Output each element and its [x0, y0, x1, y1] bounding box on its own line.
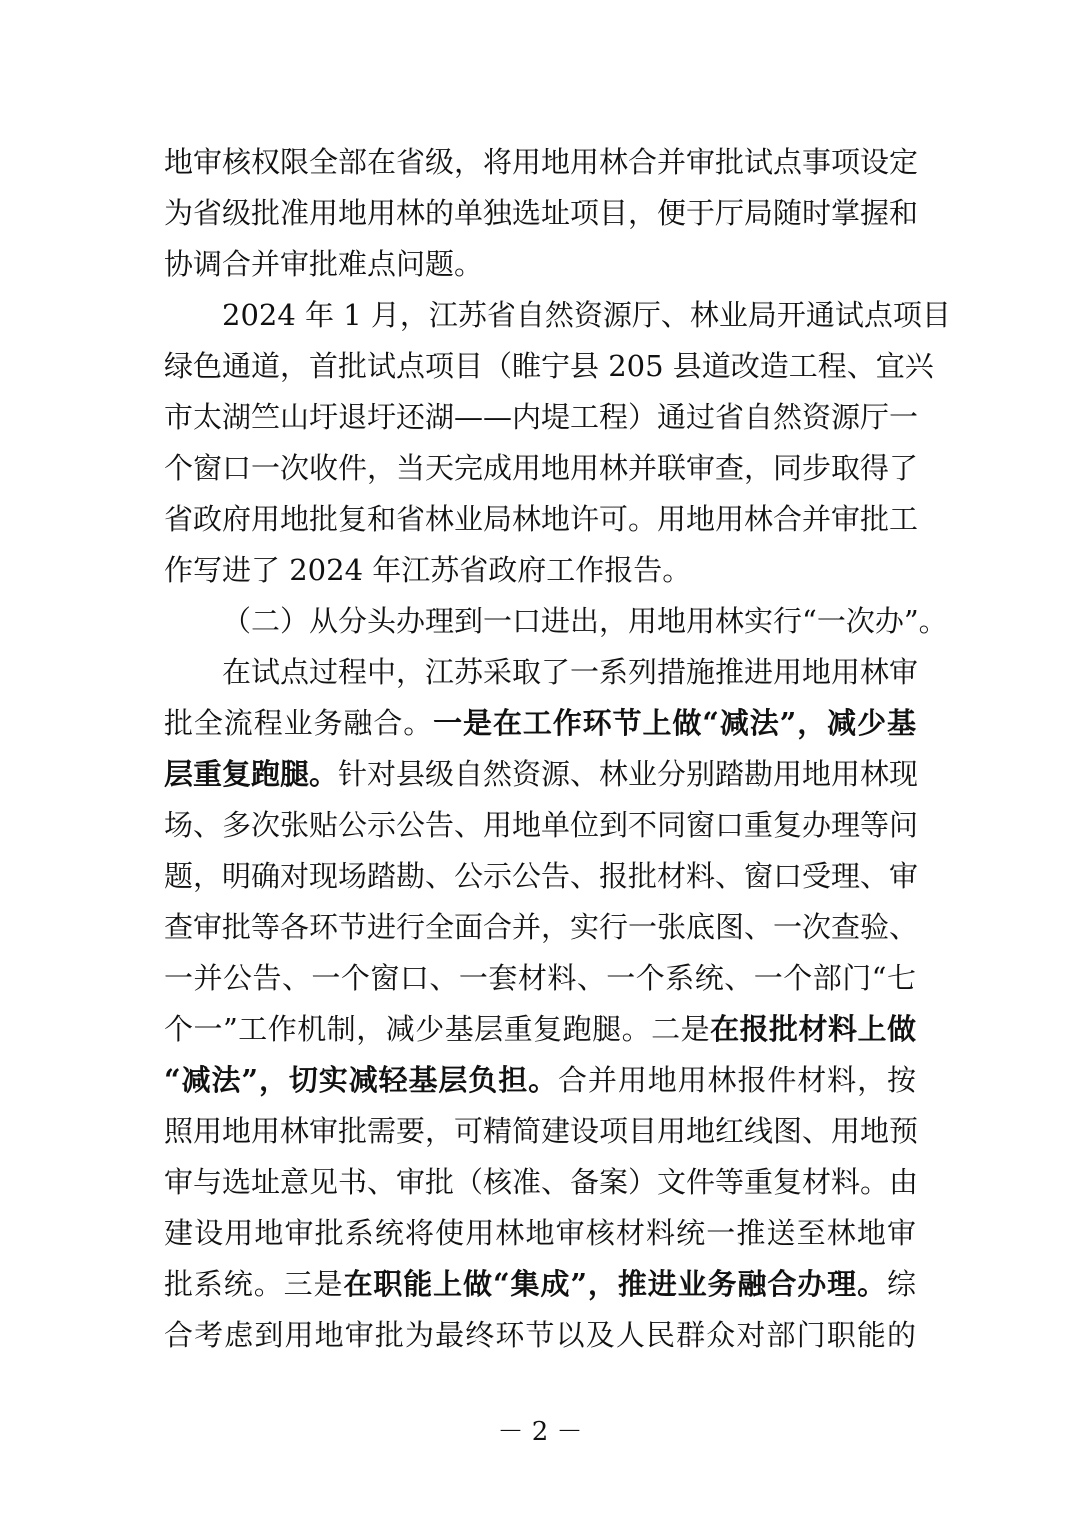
text-line: 题，明确对现场踏勘、公示公告、报批材料、窗口受理、审 [164, 859, 919, 893]
text-line [164, 1003, 916, 1055]
text-line [164, 1054, 916, 1106]
text-segment: 针对县级自然资源、林业分别踏勘用地用林现 [338, 757, 919, 791]
text-line: 作写进了 2024 年江苏省政府工作报告。 [164, 553, 692, 587]
text-line: 为省级批准用地用林的单独选址项目，便于厅局随时掌握和 [164, 196, 919, 230]
text-line: 场、多次张贴公示公告、用地单位到不同窗口重复办理等问 [164, 808, 919, 842]
text-segment: 个一”工作机制，减少基层重复跑腿。二是 [164, 1012, 711, 1046]
text-line [164, 748, 919, 800]
text-line: 个窗口一次收件，当天完成用地用林并联审查，同步取得了 [164, 451, 919, 485]
text-line: 一并公告、一个窗口、一套材料、一个系统、一个部门“七 [164, 961, 916, 995]
text-line: 审与选址意见书、审批（核准、备案）文件等重复材料。由 [164, 1165, 919, 1199]
bold-emphasis: 在报批材料上做 [710, 1012, 916, 1046]
bold-emphasis: “减法”，切实减轻基层负担。 [164, 1063, 559, 1097]
text-segment: 综 [886, 1267, 916, 1301]
text-line: 照用地用林审批需要，可精简建设项目用地红线图、用地预 [164, 1114, 919, 1148]
text-line [164, 697, 916, 749]
text-line: 在试点过程中，江苏采取了一系列措施推进用地用林审 [222, 655, 919, 689]
text-segment: 合并用地用林报件材料，按 [558, 1063, 916, 1097]
text-line [164, 1258, 916, 1310]
text-line: 建设用地审批系统将使用林地审核材料统一推送至林地审 [164, 1216, 916, 1250]
text-line: 地审核权限全部在省级，将用地用林合并审批试点事项设定 [164, 145, 919, 179]
text-line: 查审批等各环节进行全面合并，实行一张底图、一次查验、 [164, 910, 919, 944]
section-heading: （二）从分头办理到一口进出，用地用林实行“一次办”。 [222, 604, 948, 638]
bold-emphasis: 层重复跑腿。 [164, 757, 339, 791]
text-line: 绿色通道，首批试点项目（睢宁县 205 县道改造工程、宜兴 [164, 349, 934, 383]
text-line: 市太湖竺山圩退圩还湖——内堤工程）通过省自然资源厅一 [164, 400, 919, 434]
text-line: 2024 年 1 月，江苏省自然资源厅、林业局开通试点项目 [222, 298, 951, 332]
text-segment: 批系统。三是 [164, 1267, 344, 1301]
page-number: － 2 － [497, 1417, 583, 1447]
bold-emphasis: 一是在工作环节上做“减法”，减少基 [433, 706, 916, 740]
text-line: 合考虑到用地审批为最终环节以及人民群众对部门职能的 [164, 1318, 916, 1352]
bold-emphasis: 在职能上做“集成”，推进业务融合办理。 [343, 1267, 887, 1301]
text-segment: 批全流程业务融合。 [164, 706, 434, 740]
text-line: 协调合并审批难点问题。 [164, 247, 484, 281]
text-line: 省政府用地批复和省林业局林地许可。用地用林合并审批工 [164, 502, 919, 536]
